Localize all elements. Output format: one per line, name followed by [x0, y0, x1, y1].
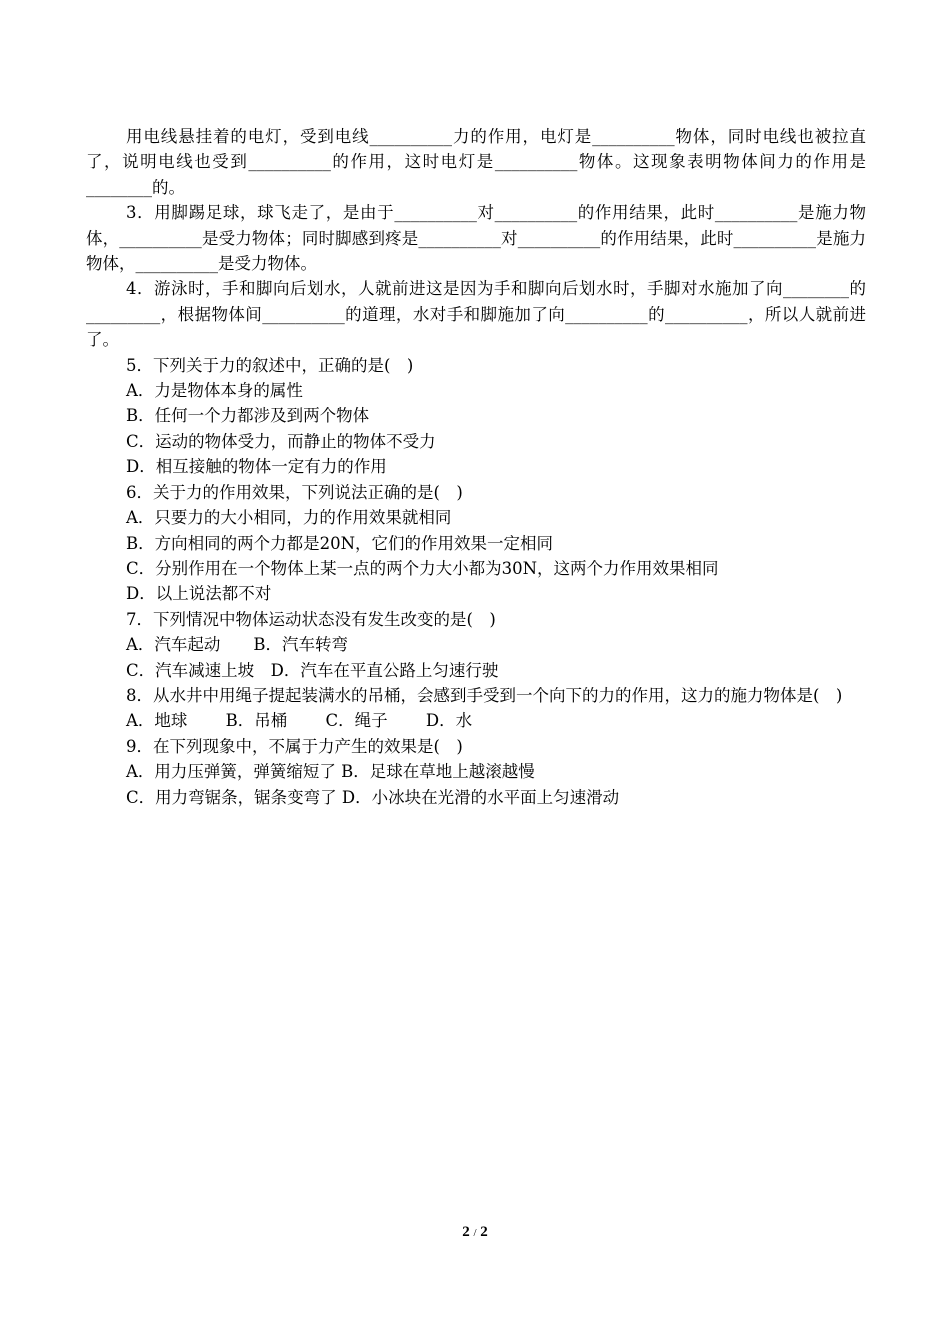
- page-separator: /: [473, 1227, 477, 1239]
- question-5-stem: 5．下列关于力的叙述中，正确的是( ): [126, 355, 414, 375]
- question-8-stem: 8．从水井中用绳子提起装满水的吊桶，会感到手受到一个向下的力的作用，这力的施力物体是( ): [126, 685, 843, 705]
- question-7-options-ab: A．汽车起动 B．汽车转弯: [126, 635, 349, 655]
- question-5-option-a: A．力是物体本身的属性: [126, 381, 303, 401]
- question-5-option-b: B．任何一个力都涉及到两个物体: [126, 406, 370, 426]
- question-3: 3．用脚踢足球，球飞走了，是由于__________对__________的作用结果，此时__________是施力物体，__________是受力物体；同时脚感到疼是__________对__________的作用结果，此时__________是施力物体，__________是受力物体。: [86, 203, 866, 274]
- question-4: 4．游泳时，手和脚向后划水，人就前进这是因为手和脚向后划水时，手脚对水施加了向________的_________，根据物体间__________的道理，水对手和脚施加了向__________的__________，所以人就前进了。: [86, 279, 866, 350]
- question-6-stem: 6．关于力的作用效果，下列说法正确的是( ): [126, 482, 463, 502]
- question-5-option-c: C．运动的物体受力，而静止的物体不受力: [126, 431, 436, 451]
- total-pages: 2: [480, 1224, 488, 1240]
- current-page: 2: [462, 1224, 470, 1240]
- question-5-option-d: D．相互接触的物体一定有力的作用: [126, 457, 387, 477]
- page-number: [0, 1224, 950, 1241]
- question-6-option-d: D．以上说法都不对: [126, 584, 272, 604]
- question-9-options-ab: A．用力压弹簧，弹簧缩短了 B．足球在草地上越滚越慢: [126, 762, 535, 782]
- question-6-option-a: A．只要力的大小相同，力的作用效果就相同: [126, 508, 452, 528]
- question-6-option-c: C．分别作用在一个物体上某一点的两个力大小都为30N，这两个力作用效果相同: [126, 558, 719, 578]
- question-9-stem: 9．在下列现象中，不属于力产生的效果是( ): [126, 736, 463, 756]
- question-9-options-cd: C．用力弯锯条，锯条变弯了 D．小冰块在光滑的水平面上匀速滑动: [126, 787, 620, 807]
- paragraph-electric-lamp: 用电线悬挂着的电灯，受到电线__________力的作用，电灯是__________物体，同时电线也被拉直了，说明电线也受到__________的作用，这时电灯是__________物体。这现象表明物体间力的作用是________的。: [86, 127, 866, 197]
- question-8-options: A．地球 B．吊桶 C．绳子 D．水: [126, 711, 473, 731]
- document-body: [86, 124, 866, 810]
- question-6-option-b: B．方向相同的两个力都是20N，它们的作用效果一定相同: [126, 533, 554, 553]
- question-7-stem: 7．下列情况中物体运动状态没有发生改变的是( ): [126, 609, 496, 629]
- question-7-options-cd: C．汽车减速上坡 D．汽车在平直公路上匀速行驶: [126, 660, 499, 680]
